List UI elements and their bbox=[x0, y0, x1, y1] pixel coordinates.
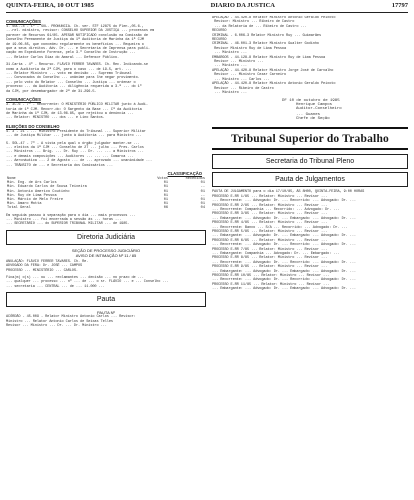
page-header bbox=[6, 2, 408, 13]
table-cell: 01 bbox=[200, 202, 205, 207]
header-publication: DIARIO DA JUSTICA bbox=[210, 2, 275, 9]
signature-role: Chefe de Seção bbox=[296, 117, 330, 122]
paragraph: Fica(m) o(s) ... ou ... reclamantes ... decisão ... no prazo de ... ... qualquer ... processo ... nº ... de ... o sr. FLÁVIO ... e ... Conselho ... ... secretaria ... CENTRAL ... de ... 11.000 ... bbox=[6, 276, 169, 289]
header-page-number: 17797 bbox=[391, 2, 408, 9]
table-title: CLASSIFICAÇÃO bbox=[167, 170, 202, 176]
court-title: Tribunal Superior do Trabalho bbox=[212, 127, 408, 150]
table-cell: Min. Amaro Motta bbox=[7, 202, 42, 207]
signature-name: Henrique Campos bbox=[296, 103, 333, 108]
signature-block bbox=[282, 99, 408, 121]
paragraph: APELAÇÃO - 44.420-8 Relator Ministro Antonio Geraldo Peixoto Revisor: Ministro ... Ribeiro de Castro ... da Relatoria de ... Ribeiro de Castro ... RECURSO CRIMINAL - 6.006-3 Relator Ministro Ruy ... Guimarães RECURSO CRIMINAL - 46.001-3 Relator Ministro Gualter Godinho Revisor Ministro Ruy de Lima Pessoa ... Ministro ... EMBARGOS - 44.128-8 Relator Ministro Ruy de Lima Pessoa Revisor ... Ministro ... ... Ministro ... APELAÇÃO - 44.420-8 Relator Ministro Jorge José de Carvalho Revisor ... Ministro Cezar Carneiro ... Ministro ... Carlos ... APELAÇÃO - 44.420-8 Relator Ministro Antonio Geraldo Peixoto Revisor ... Ribeiro de Castro ... Ministro ... bbox=[212, 16, 336, 95]
date-line: DF 10 de outubro de 1985 bbox=[282, 99, 340, 104]
left-column bbox=[6, 16, 206, 496]
header-date: QUINTA-FEIRA, 10 OUT 1985 bbox=[6, 2, 94, 9]
paragraph: 1. SOL.-4 - 1º - SOL. PRONUNCIA. Ch. ver. STF 12875 do Plen.,05.6., ...rel. ministro, revisor: CONSELHO SUPERIOR DA JUSTIÇA ... processos em parecer de Recursos 61/85. APESAR NOTIFICADO conclusão na Comissão de Conselho Permanente de Justiça da 1ª Auditoria de Marinha da 1ª CJM de 19.06.85, que concedeu regularmente os benefícios ... Requeira o que a seus direitos. Adv. Dr. ... e Secretaria de Imprensa para publi- cação em Expediente Forense, pelo 3.º Conselho de Instrução ... ... Relator Carlos Diaz do Amaral ... Defensor Público. bbox=[6, 25, 155, 60]
signature-role: Auditor-Conselheiro bbox=[296, 107, 342, 112]
paragraph: 5. SOL-47 - 7º - A vista pela qual o órgão julgador manter-se ... ... eleitos da 1ª CJM ... Conselho de 27 ... julho ... Pres. Carlos ... Ministros ... Brig. ... Dr. Ruy ... Dr. ... ... a Ministros ... ... e demais composições ... Auditores ... ... ... Comarca ... ... Aeronáutica ... 2 de Agosto ... de ... aprovado ... unanimidade ... ... TRÂNSITO de ... e Secretaria dos Comissários ... bbox=[6, 141, 153, 168]
table-cell: Min. Márcio de Melo Freire bbox=[7, 197, 64, 202]
paragraph: 31.Carta - 4º - Recurso. FLÁVIO FERRER TAVARES. Ch. Rec. Indicando-se como a Auditoria da 2ª CJM, para o caso ... de 19-5, art. ... ... Relator Ministro ... voto em decisão ... Supremo Tribunal ... Convocados do Conselho ... unânime para lhe negar provimento. ... pelo voto do Relator ... Conselho ... Justiça ... ordenar o processo ... da Auditoria ... diligência requerida a 3.ª ... do 1º da CJM, por desembargador de 2ª de 31.296-5. bbox=[6, 63, 148, 94]
table-cell: Total Geral bbox=[7, 206, 31, 211]
right-column bbox=[212, 16, 408, 496]
secretaria-title: Secretaria do Tribunal Pleno bbox=[265, 158, 355, 166]
section-title: COMUNICAÇÕES bbox=[6, 97, 41, 103]
paragraph: ACÓRDÃO - 45.009 - Relator Ministro Antonio Carlos ... Revisor: Ministro ... Relator Antonio Carlos de Seixas Telles Revisor ... Ministro ... Dr. ... Dr. Ministro ... bbox=[6, 315, 136, 329]
classification-table bbox=[6, 177, 206, 211]
table-cell: Min. Antonio Americo Coutinho bbox=[7, 189, 70, 194]
table-cell: Min. Eduardo Carlos de Sousa Teixeira bbox=[7, 185, 87, 190]
paragraph: 4. 3 - 21 - ... Ministro Presidente do Tribunal ... Superior Militar ... de Justiça Militar ... junto à Auditoria ... para Ministro ... bbox=[6, 129, 146, 139]
table-cell: 06 bbox=[163, 206, 169, 211]
table-cell: -- bbox=[200, 185, 205, 190]
pauta-julgamentos-box bbox=[212, 172, 408, 187]
table-header-cell: Recebidos bbox=[185, 176, 205, 181]
table-cell: 01 bbox=[200, 197, 205, 202]
pauta-title: Pauta bbox=[96, 296, 116, 304]
table-cell: 01 bbox=[163, 202, 169, 207]
paragraph: PAUTA DE JULGAMENTO para o dia 17/10/85, ÀS 8H00, QUINTA-FEIRA, 9:00 HORAS PROCESSO E-RR 1/85 ... Relator: Ministro ... Revisor ... ... Recorrente: ... Advogado: Dr. ... Recorrido: ... Advogado: Dr. ... PROCESSO E-RR 2/85 ... Relator: Ministro ... Revisor ... ... Recorrente: Companhia ... Recorrido: ... Advogado: Dr. ... PROCESSO E-RR 3/85 ... Relator: Ministro ... Revisor ... ... Embargante: ... Advogado: Dr. ... Embargado: ... Advogado: Dr. ... PROCESSO E-RR 4/85 ... Relator: Ministro ... Revisor ... ... Recorrente: Banco ... S/A ... Recorrido: ... Advogado: Dr. ... PROCESSO E-RR 5/85 ... Relator: Ministro ... Revisor ... ... Embargante: ... Advogado: Dr. ... Embargado: ... Advogado: Dr. ... PROCESSO E-RR 6/85 ... Relator: Ministro ... Revisor ... ... Recorrente: ... Advogado: Dr. ... Recorrido: ... Advogado: Dr. ... PROCESSO E-RR 7/85 ... Relator: Ministro ... Revisor ... ... Embargante: Companhia ... Advogado: Dr. ... Embargado: ... PROCESSO E-RR 8/85 ... Relator: Ministro ... Revisor ... ... Recorrente: ... Advogado: Dr. ... Recorrido: ... Advogado: Dr. ... PROCESSO E-RR 9/85 ... Relator: Ministro ... Revisor ... ... Embargante: ... Advogado: Dr. ... Embargado: ... Advogado: Dr. ... PROCESSO E-RR 10/85 ... Relator: Ministro ... Revisor ... ... Recorrente: ... Advogado: Dr. ... Recorrido: ... Advogado: Dr. ... PROCESSO E-RR 11/85 ... Relator: Ministro ... Revisor ... ... Embargante: ... Advogado: Dr. ... Embargado: ... Advogado: Dr. ... bbox=[212, 190, 365, 292]
table-header-cell: Nome bbox=[7, 176, 16, 181]
table-row bbox=[6, 206, 206, 210]
table-cell: -- bbox=[200, 193, 205, 198]
pauta-box bbox=[6, 292, 206, 307]
diretoria-box bbox=[6, 230, 206, 245]
table-cell: Min. Eng. de Ars Carlos bbox=[7, 181, 57, 186]
table-cell: 01 bbox=[163, 181, 169, 186]
table-cell: 04 bbox=[200, 206, 205, 211]
table-cell: 01 bbox=[163, 193, 169, 198]
secretaria-box bbox=[212, 154, 408, 169]
table-cell: 01 bbox=[163, 185, 169, 190]
table-header-cell: Votos bbox=[157, 176, 169, 181]
paragraph: ANULAÇÃO: FLÁVIO FERRER TAVARES. Ch. Re. ADVOGADO DA FERA: Dr. JOSÉ ... CAMPOS PROCESSO ... MINISTÉRIO ... CARLOS. bbox=[6, 259, 89, 273]
pauta-number: PAUTA Nº bbox=[97, 310, 115, 316]
paragraph: Em seguida passou à separação para o dia ... mais processos ... ... Ministro ... foi encerrada a sessão às ... horas ... ... SECRETÁRIO ... do SUPERIOR TRIBUNAL MILITAR ... de 1985. bbox=[6, 213, 136, 227]
section-title: COMUNICAÇÕES bbox=[6, 19, 41, 24]
diretoria-title: Diretoria Judiciária bbox=[77, 233, 135, 241]
aviso-line: AVISO DE INTIMAÇÃO Nº 11 / 85 bbox=[75, 252, 137, 258]
paragraph: 3. 3C-6 - 7º - Recorrente: O MINISTÉRIO PÚBLICO MILITAR junto à Audi- toria de 1ª CJM. Recorr.do: O Sargento da Base ... Cª da Auditoria de Marinha da 1ª CJM, de 13.06.85, que rejeitou a denúncia ... ... Relator: MINISTRO ... dos ... e Lino Santos. bbox=[6, 103, 148, 121]
table-cell: 01 bbox=[200, 189, 205, 194]
table-cell: 01 bbox=[163, 197, 169, 202]
table-cell: Min. Ruy de Lima Pessoa bbox=[7, 193, 57, 198]
table-cell: 01 bbox=[200, 181, 205, 186]
diretoria-subtitle: SEÇÃO DE PROCESSO JUDICIÁRIO bbox=[71, 247, 141, 253]
pauta-julgamentos-title: Pauta de Julgamentos bbox=[275, 176, 345, 184]
section-title: ELEIÇÕES DO CONSELHO bbox=[6, 123, 60, 129]
signature-name: ... Guanes bbox=[296, 113, 321, 118]
table-cell: 01 bbox=[163, 189, 169, 194]
